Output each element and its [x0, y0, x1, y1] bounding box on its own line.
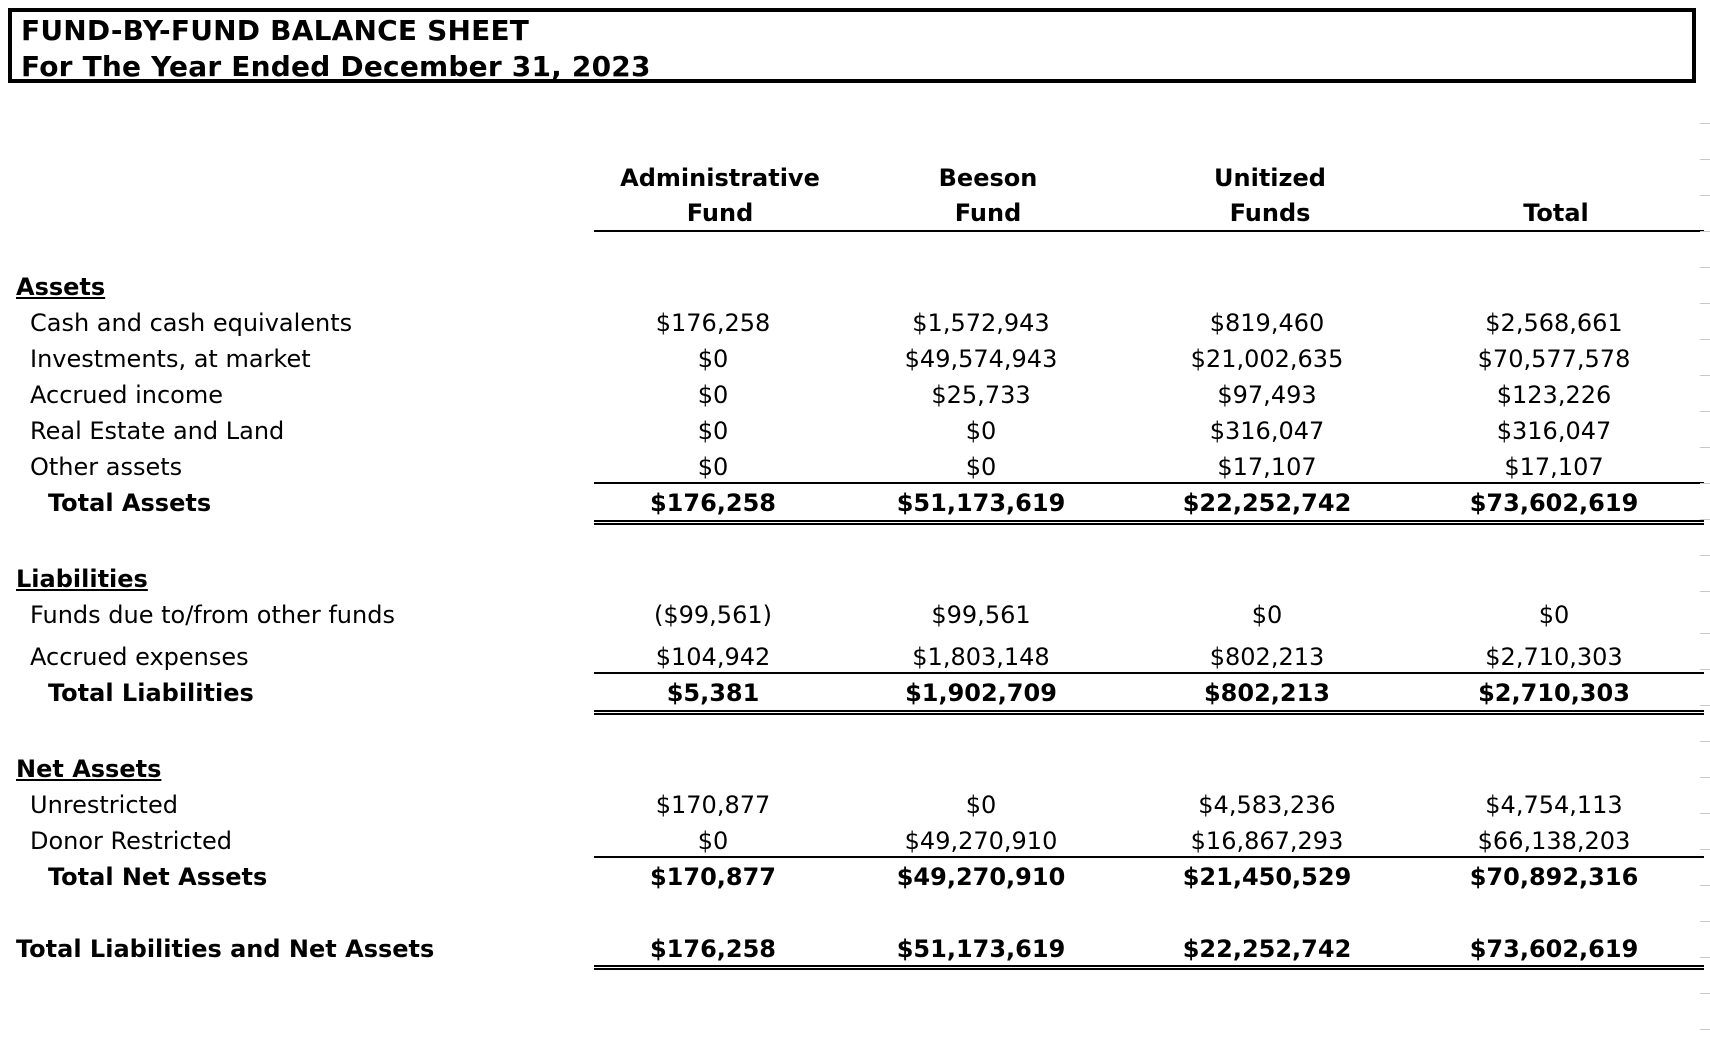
- total-value: $176,258: [649, 489, 776, 517]
- row-label: Other assets: [30, 453, 183, 481]
- gridline-tick: [1700, 633, 1710, 634]
- gridline-tick: [1700, 993, 1710, 994]
- row-label: Accrued income: [30, 381, 223, 409]
- cell-value: $0: [697, 345, 729, 373]
- report-title-box: [8, 8, 1696, 83]
- cell-value: $66,138,203: [1477, 827, 1631, 855]
- row-label: Funds due to/from other funds: [30, 601, 395, 629]
- report-period: For The Year Ended December 31, 2023: [21, 50, 651, 83]
- total-value: $802,213: [1203, 679, 1330, 707]
- grand-total-value: $51,173,619: [896, 935, 1066, 963]
- cell-value: $49,270,910: [904, 827, 1058, 855]
- row-label: Unrestricted: [30, 791, 178, 819]
- total-value: $70,892,316: [1469, 863, 1639, 891]
- cell-value: $0: [1538, 601, 1570, 629]
- cell-value: $97,493: [1217, 381, 1317, 409]
- cell-value: $0: [1251, 601, 1283, 629]
- cell-value: $2,568,661: [1485, 309, 1623, 337]
- cell-value: $0: [697, 417, 729, 445]
- cell-value: $316,047: [1209, 417, 1325, 445]
- cell-value: $0: [965, 791, 997, 819]
- col-header-unitized-line1: Unitized: [1214, 164, 1326, 192]
- subtotal-rule: [594, 482, 1704, 484]
- col-header-admin-line1: Administrative: [620, 164, 820, 192]
- cell-value: $819,460: [1209, 309, 1325, 337]
- grand-total-label: Total Liabilities and Net Assets: [16, 935, 435, 963]
- row-label: Real Estate and Land: [30, 417, 285, 445]
- total-value: $5,381: [666, 679, 760, 707]
- cell-value: $99,561: [931, 601, 1031, 629]
- gridline-tick: [1700, 339, 1710, 340]
- cell-value: ($99,561): [654, 601, 772, 629]
- cell-value: $802,213: [1209, 643, 1325, 671]
- cell-value: $104,942: [655, 643, 771, 671]
- total-label-net-assets: Total Net Assets: [48, 863, 268, 891]
- cell-value: $4,754,113: [1485, 791, 1623, 819]
- gridline-tick: [1700, 303, 1710, 304]
- total-value: $49,270,910: [896, 863, 1066, 891]
- gridline-tick: [1700, 483, 1710, 484]
- row-label: Accrued expenses: [30, 643, 249, 671]
- cell-value: $0: [965, 453, 997, 481]
- total-value: $2,710,303: [1478, 679, 1630, 707]
- grand-total-double-rule: [594, 965, 1704, 970]
- gridline-tick: [1700, 123, 1710, 124]
- gridline-tick: [1700, 921, 1710, 922]
- gridline-tick: [1700, 555, 1710, 556]
- gridline-tick: [1700, 159, 1710, 160]
- cell-value: $123,226: [1496, 381, 1612, 409]
- total-label-liabilities: Total Liabilities: [48, 679, 254, 707]
- col-header-beeson-line2: Fund: [954, 199, 1022, 227]
- cell-value: $176,258: [655, 309, 771, 337]
- gridline-tick: [1700, 741, 1710, 742]
- grand-total-value: $73,602,619: [1469, 935, 1639, 963]
- cell-value: $0: [965, 417, 997, 445]
- grand-total-value: $22,252,742: [1182, 935, 1352, 963]
- col-header-admin-line2: Fund: [686, 199, 754, 227]
- total-value: $51,173,619: [896, 489, 1066, 517]
- cell-value: $70,577,578: [1477, 345, 1631, 373]
- total-label-assets: Total Assets: [48, 489, 212, 517]
- total-value: $73,602,619: [1469, 489, 1639, 517]
- col-header-beeson-line1: Beeson: [938, 164, 1038, 192]
- cell-value: $21,002,635: [1190, 345, 1344, 373]
- gridline-tick: [1700, 777, 1710, 778]
- gridline-tick: [1700, 519, 1710, 520]
- gridline-tick: [1700, 447, 1710, 448]
- cell-value: $0: [697, 827, 729, 855]
- grand-total-value: $176,258: [649, 935, 776, 963]
- total-value: $21,450,529: [1182, 863, 1352, 891]
- total-value: $170,877: [649, 863, 776, 891]
- cell-value: $25,733: [931, 381, 1031, 409]
- section-heading-net-assets: Net Assets: [16, 755, 162, 783]
- gridline-tick: [1700, 231, 1710, 232]
- gridline-tick: [1700, 375, 1710, 376]
- total-value: $1,902,709: [905, 679, 1057, 707]
- cell-value: $49,574,943: [904, 345, 1058, 373]
- section-heading-assets: Assets: [16, 273, 106, 301]
- row-label: Investments, at market: [30, 345, 311, 373]
- gridline-tick: [1700, 669, 1710, 670]
- col-header-unitized-line2: Funds: [1229, 199, 1311, 227]
- cell-value: $2,710,303: [1485, 643, 1623, 671]
- total-value: $22,252,742: [1182, 489, 1352, 517]
- section-heading-liabilities: Liabilities: [16, 565, 148, 593]
- row-label: Donor Restricted: [30, 827, 232, 855]
- gridline-tick: [1700, 849, 1710, 850]
- row-label: Cash and cash equivalents: [30, 309, 353, 337]
- gridline-tick: [1700, 885, 1710, 886]
- cell-value: $1,803,148: [912, 643, 1050, 671]
- gridline-tick: [1700, 705, 1710, 706]
- cell-value: $0: [697, 381, 729, 409]
- subtotal-rule: [594, 856, 1704, 858]
- gridline-tick: [1700, 1029, 1710, 1030]
- gridline-tick: [1700, 591, 1710, 592]
- gridline-tick: [1700, 411, 1710, 412]
- cell-value: $1,572,943: [912, 309, 1050, 337]
- gridline-tick: [1700, 195, 1710, 196]
- cell-value: $17,107: [1504, 453, 1604, 481]
- cell-value: $16,867,293: [1190, 827, 1344, 855]
- total-double-rule: [594, 520, 1704, 525]
- cell-value: $0: [697, 453, 729, 481]
- cell-value: $316,047: [1496, 417, 1612, 445]
- gridline-tick: [1700, 813, 1710, 814]
- cell-value: $170,877: [655, 791, 771, 819]
- gridline-tick: [1700, 267, 1710, 268]
- subtotal-rule: [594, 672, 1704, 674]
- total-double-rule: [594, 710, 1704, 715]
- cell-value: $4,583,236: [1198, 791, 1336, 819]
- col-header-total-line2: Total: [1523, 199, 1589, 227]
- cell-value: $17,107: [1217, 453, 1317, 481]
- gridline-tick: [1700, 957, 1710, 958]
- header-underline: [594, 230, 1704, 232]
- report-title: FUND-BY-FUND BALANCE SHEET: [21, 14, 530, 47]
